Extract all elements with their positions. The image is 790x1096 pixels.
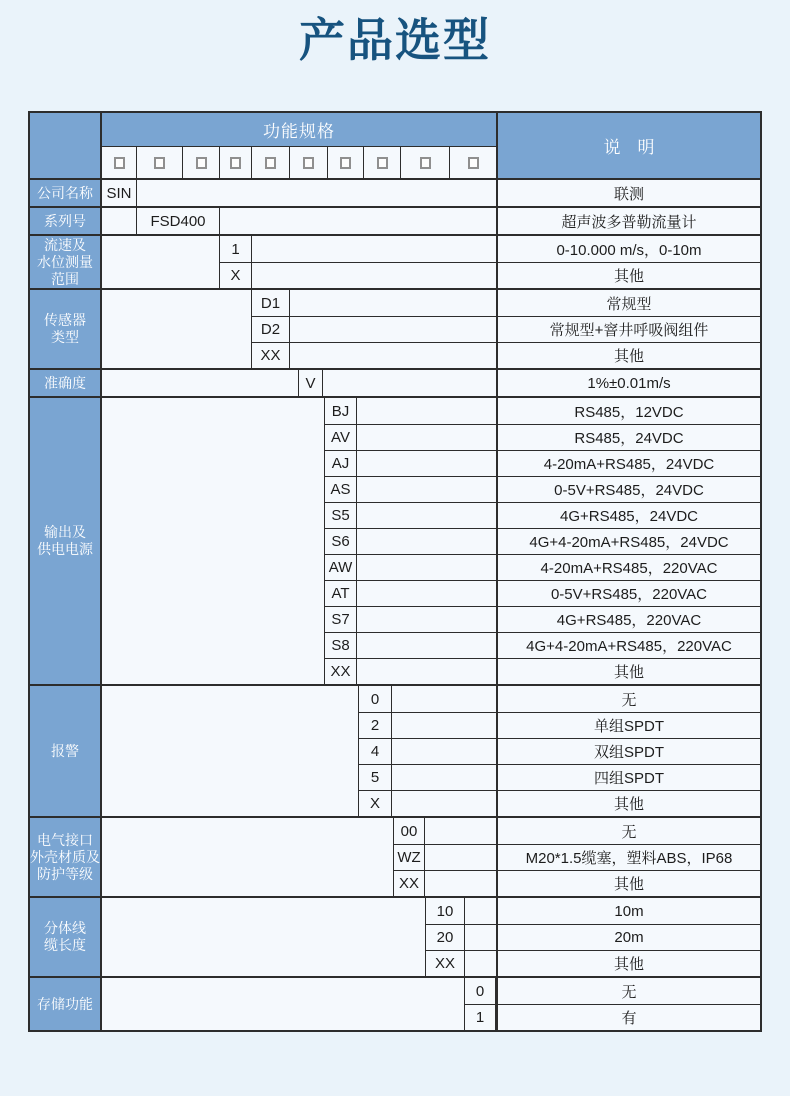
option-description-cell: 10m xyxy=(496,898,760,924)
description-header-label: 说 明 xyxy=(496,113,760,178)
section-label-line: 防护等级 xyxy=(37,865,93,882)
option-row xyxy=(394,844,760,870)
section-label-company-name xyxy=(30,180,102,206)
option-description-cell: 无 xyxy=(496,818,760,844)
spacer-cell xyxy=(290,317,496,342)
option-code-cell: 00 xyxy=(394,818,425,844)
section-rows xyxy=(325,398,760,684)
empty-checkbox-icon xyxy=(420,157,431,169)
section-alarm xyxy=(30,684,760,816)
option-description-cell: 4-20mA+RS485，24VDC xyxy=(496,451,760,476)
section-rows xyxy=(394,818,760,896)
section-accuracy xyxy=(30,368,760,396)
product-selection-table xyxy=(28,111,762,1032)
option-code-cell: AV xyxy=(325,425,357,450)
section-label-line: 缆长度 xyxy=(44,937,86,953)
empty-checkbox-icon xyxy=(265,157,276,169)
section-label-line: 外壳材质及 xyxy=(30,848,100,865)
section-rows xyxy=(465,978,760,1030)
spacer-cell xyxy=(357,425,496,450)
section-body xyxy=(102,290,760,368)
spacer-cell xyxy=(102,236,220,288)
section-label-series-number xyxy=(30,208,102,234)
model-digit-cell-8 xyxy=(364,147,401,178)
section-sensor-type xyxy=(30,288,760,368)
spacer-cell xyxy=(323,370,496,396)
option-description-cell: 其他 xyxy=(496,951,760,976)
option-code-cell: S7 xyxy=(325,607,357,632)
option-code-cell: V xyxy=(299,370,323,396)
model-digit-cell-9 xyxy=(401,147,450,178)
section-label-line: 传感器 xyxy=(44,312,86,328)
empty-checkbox-icon xyxy=(340,157,351,169)
page-title: 产品选型 xyxy=(299,14,491,66)
option-row xyxy=(465,978,760,1004)
model-digit-cell-4 xyxy=(220,147,252,178)
option-code-cell: D1 xyxy=(252,290,290,316)
section-label-storage xyxy=(30,978,102,1030)
option-description-cell: 四组SPDT xyxy=(496,765,760,790)
section-label-line: 存储功能 xyxy=(37,995,93,1012)
option-row xyxy=(252,316,760,342)
section-body xyxy=(102,236,760,288)
model-digit-cell-10 xyxy=(450,147,496,178)
section-label-line: 输出及 xyxy=(44,524,86,540)
spacer-cell xyxy=(357,607,496,632)
option-row xyxy=(325,502,760,528)
spacer-cell xyxy=(357,451,496,476)
option-code-cell: AS xyxy=(325,477,357,502)
option-description-cell: 联测 xyxy=(496,180,760,206)
option-code-cell: D2 xyxy=(252,317,290,342)
spacer-cell xyxy=(102,370,299,396)
spacer-cell xyxy=(392,686,496,712)
option-description-cell: M20*1.5缆塞，塑料ABS，IP68 xyxy=(496,845,760,870)
section-label-line: 电气接口 xyxy=(37,831,93,848)
spacer-cell xyxy=(425,818,496,844)
option-row xyxy=(359,790,760,816)
section-output-power xyxy=(30,396,760,684)
table-header xyxy=(30,113,760,178)
option-row xyxy=(299,370,760,396)
spacer-cell xyxy=(252,263,496,288)
option-description-cell: 无 xyxy=(496,686,760,712)
option-code-cell: XX xyxy=(252,343,290,368)
model-digit-cell-6 xyxy=(290,147,328,178)
section-label-line: 准确度 xyxy=(44,374,86,391)
spacer-cell xyxy=(102,818,394,896)
spacer-cell xyxy=(102,208,137,234)
spacer-cell xyxy=(465,898,496,924)
section-storage xyxy=(30,976,760,1030)
empty-checkbox-icon xyxy=(377,157,388,169)
section-body xyxy=(102,978,760,1030)
empty-checkbox-icon xyxy=(230,157,241,169)
option-description-cell: 0-10.000 m/s，0-10m xyxy=(496,236,760,262)
section-rows xyxy=(359,686,760,816)
option-row xyxy=(394,818,760,844)
section-label-line: 类型 xyxy=(51,329,79,345)
section-rows xyxy=(252,290,760,368)
option-code-cell: WZ xyxy=(394,845,425,870)
section-label-flow-level-range xyxy=(30,236,102,288)
section-electrical-interface xyxy=(30,816,760,896)
section-label-line: 范围 xyxy=(51,270,79,287)
spec-header-area xyxy=(102,113,496,178)
section-body xyxy=(102,818,760,896)
option-description-cell: 4G+RS485，24VDC xyxy=(496,503,760,528)
model-digit-cell-1 xyxy=(102,147,137,178)
option-code-cell: X xyxy=(359,791,392,816)
option-description-cell: 常规型 xyxy=(496,290,760,316)
model-code-checkbox-row xyxy=(102,146,496,178)
section-series-number xyxy=(30,206,760,234)
option-description-cell: 4G+4-20mA+RS485，24VDC xyxy=(496,529,760,554)
option-description-cell: 有 xyxy=(496,1005,760,1030)
option-code-cell: AJ xyxy=(325,451,357,476)
option-code-cell: 0 xyxy=(465,978,496,1004)
option-row xyxy=(325,528,760,554)
option-row xyxy=(359,764,760,790)
section-company-name xyxy=(30,178,760,206)
spacer-cell xyxy=(357,555,496,580)
spacer-cell xyxy=(102,898,426,976)
spacer-cell xyxy=(357,633,496,658)
option-code-cell: 1 xyxy=(220,236,252,262)
spacer-cell xyxy=(102,398,325,684)
spacer-cell xyxy=(102,978,465,1030)
section-label-output-power xyxy=(30,398,102,684)
option-row xyxy=(465,1004,760,1030)
option-row xyxy=(325,658,760,684)
option-code-cell: S8 xyxy=(325,633,357,658)
spacer-cell xyxy=(392,791,496,816)
option-code-cell: BJ xyxy=(325,398,357,424)
spacer-cell xyxy=(392,765,496,790)
spacer-cell xyxy=(252,236,496,262)
option-description-cell: 1%±0.01m/s xyxy=(496,370,760,396)
option-code-cell: X xyxy=(220,263,252,288)
section-rows xyxy=(426,898,760,976)
option-description-cell: 无 xyxy=(496,978,760,1004)
section-rows xyxy=(299,370,760,396)
spacer-cell xyxy=(290,290,496,316)
option-row xyxy=(325,554,760,580)
option-code-cell: XX xyxy=(325,659,357,684)
option-code-cell: 1 xyxy=(465,1005,496,1030)
section-body xyxy=(102,370,760,396)
section-body xyxy=(102,398,760,684)
option-description-cell: 4-20mA+RS485，220VAC xyxy=(496,555,760,580)
spacer-cell xyxy=(290,343,496,368)
spacer-cell xyxy=(357,477,496,502)
option-code-cell: XX xyxy=(426,951,465,976)
option-row xyxy=(426,950,760,976)
option-row xyxy=(325,424,760,450)
option-description-cell: 0-5V+RS485，220VAC xyxy=(496,581,760,606)
option-description-cell: 其他 xyxy=(496,343,760,368)
section-rows xyxy=(102,180,760,206)
option-description-cell: 其他 xyxy=(496,871,760,896)
option-row xyxy=(220,236,760,262)
spacer-cell xyxy=(465,925,496,950)
section-label-line: 分体线 xyxy=(44,920,86,936)
empty-checkbox-icon xyxy=(468,157,479,169)
option-code-cell: S6 xyxy=(325,529,357,554)
section-label-line: 公司名称 xyxy=(37,184,93,201)
option-code-cell: FSD400 xyxy=(137,208,220,234)
option-description-cell: 单组SPDT xyxy=(496,713,760,738)
option-description-cell: RS485，24VDC xyxy=(496,425,760,450)
option-code-cell: 2 xyxy=(359,713,392,738)
spacer-cell xyxy=(425,871,496,896)
option-row xyxy=(426,924,760,950)
section-rows xyxy=(220,236,760,288)
option-description-cell: 4G+4-20mA+RS485，220VAC xyxy=(496,633,760,658)
option-description-cell: 4G+RS485，220VAC xyxy=(496,607,760,632)
section-label-accuracy xyxy=(30,370,102,396)
option-row xyxy=(394,870,760,896)
option-description-cell: 双组SPDT xyxy=(496,739,760,764)
option-code-cell: 5 xyxy=(359,765,392,790)
spacer-cell xyxy=(137,180,496,206)
spec-header-label: 功能规格 xyxy=(102,113,496,146)
option-code-cell: 0 xyxy=(359,686,392,712)
spacer-cell xyxy=(357,529,496,554)
spacer-cell xyxy=(357,659,496,684)
option-description-cell: 其他 xyxy=(496,791,760,816)
section-body xyxy=(102,180,760,206)
option-row xyxy=(426,898,760,924)
spacer-cell xyxy=(220,208,496,234)
option-row xyxy=(252,342,760,368)
option-row xyxy=(325,606,760,632)
option-description-cell: RS485，12VDC xyxy=(496,398,760,424)
spacer-cell xyxy=(357,581,496,606)
section-rows xyxy=(137,208,760,234)
section-flow-level-range xyxy=(30,234,760,288)
section-body xyxy=(102,208,760,234)
section-label-sensor-type xyxy=(30,290,102,368)
option-row xyxy=(325,450,760,476)
option-row xyxy=(325,632,760,658)
option-row xyxy=(137,208,760,234)
option-description-cell: 0-5V+RS485，24VDC xyxy=(496,477,760,502)
model-digit-cell-3 xyxy=(183,147,220,178)
option-row xyxy=(220,262,760,288)
option-description-cell: 20m xyxy=(496,925,760,950)
model-digit-cell-2 xyxy=(137,147,183,178)
section-body xyxy=(102,898,760,976)
option-code-cell: AT xyxy=(325,581,357,606)
option-row xyxy=(359,738,760,764)
option-description-cell: 其他 xyxy=(496,659,760,684)
empty-checkbox-icon xyxy=(303,157,314,169)
option-code-cell: XX xyxy=(394,871,425,896)
option-description-cell: 其他 xyxy=(496,263,760,288)
spacer-cell xyxy=(357,503,496,528)
empty-checkbox-icon xyxy=(196,157,207,169)
section-label-cable-length xyxy=(30,898,102,976)
option-code-cell: 10 xyxy=(426,898,465,924)
option-description-cell: 超声波多普勒流量计 xyxy=(496,208,760,234)
section-label-line: 水位测量 xyxy=(37,253,93,270)
section-label-alarm xyxy=(30,686,102,816)
option-row xyxy=(325,580,760,606)
header-corner-cell xyxy=(30,113,102,178)
spacer-cell xyxy=(425,845,496,870)
spacer-cell xyxy=(102,290,252,368)
section-label-line: 流速及 xyxy=(44,236,86,253)
section-label-line: 报警 xyxy=(51,742,79,759)
table-body xyxy=(30,178,760,1030)
model-digit-cell-5 xyxy=(252,147,290,178)
spacer-cell xyxy=(465,951,496,976)
spacer-cell xyxy=(357,398,496,424)
spacer-cell xyxy=(392,713,496,738)
option-row xyxy=(325,476,760,502)
option-code-cell: S5 xyxy=(325,503,357,528)
section-body xyxy=(102,686,760,816)
option-row xyxy=(359,712,760,738)
option-code-cell: 4 xyxy=(359,739,392,764)
empty-checkbox-icon xyxy=(114,157,125,169)
spacer-cell xyxy=(392,739,496,764)
option-code-cell: 20 xyxy=(426,925,465,950)
section-label-line: 系列号 xyxy=(44,212,86,229)
section-label-electrical-interface xyxy=(30,818,102,896)
option-description-cell: 常规型+窨井呼吸阀组件 xyxy=(496,317,760,342)
option-row xyxy=(359,686,760,712)
option-row xyxy=(252,290,760,316)
option-code-cell: SIN xyxy=(102,180,137,206)
model-digit-cell-7 xyxy=(328,147,364,178)
spacer-cell xyxy=(102,686,359,816)
section-label-line: 供电电源 xyxy=(37,541,93,557)
option-code-cell: AW xyxy=(325,555,357,580)
option-row xyxy=(102,180,760,206)
empty-checkbox-icon xyxy=(154,157,165,169)
option-row xyxy=(325,398,760,424)
section-cable-length xyxy=(30,896,760,976)
